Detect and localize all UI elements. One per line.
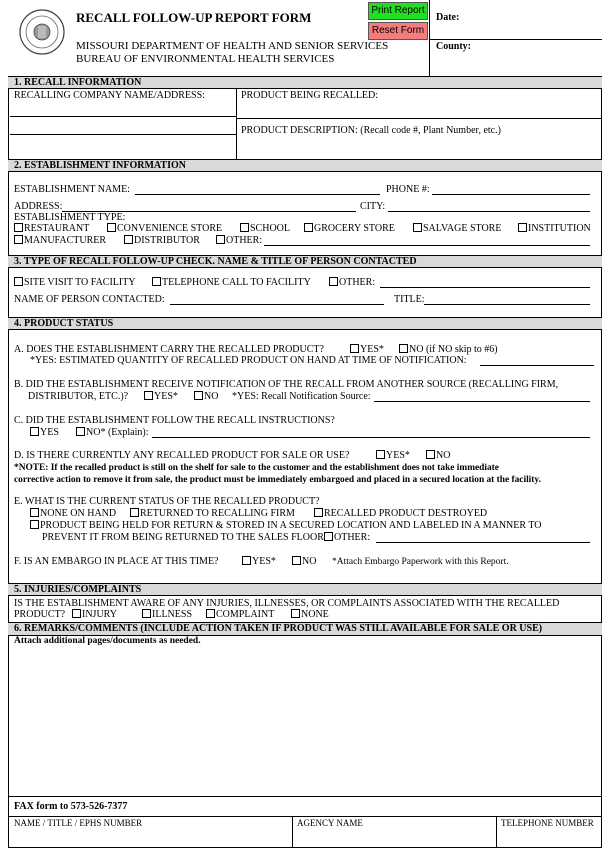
e-returned-label: RETURNED TO RECALLING FIRM <box>140 508 295 519</box>
d-no-option[interactable] <box>426 450 450 462</box>
print-report-button[interactable]: Print Report <box>368 2 428 20</box>
b-no-label: NO <box>204 391 219 402</box>
b-source-field[interactable] <box>374 401 590 402</box>
type-other-field[interactable] <box>264 245 590 246</box>
phone-field[interactable] <box>432 194 590 195</box>
e-other-field[interactable] <box>376 542 590 543</box>
a-quantity-label: *YES: ESTIMATED QUANTITY OF RECALLED PRODUCT ON HAND AT TIME OF NOTIFICATION: <box>30 355 467 366</box>
e-other-label: OTHER: <box>334 532 371 543</box>
section-3-header: 3. TYPE OF RECALL FOLLOW-UP CHECK. NAME & TITLE OF PERSON CONTACTED <box>8 255 602 268</box>
footer-divider-top <box>8 796 602 797</box>
type-restaurant-option[interactable] <box>14 223 89 235</box>
followup-other-label: OTHER: <box>339 277 376 288</box>
illness-checkbox[interactable] <box>142 609 151 618</box>
establishment-name-field[interactable] <box>135 194 380 195</box>
f-yes-checkbox[interactable] <box>242 556 251 565</box>
question-b-line-2: DISTRIBUTOR, ETC.)? <box>28 391 129 402</box>
e-held-label-2: PREVENT IT FROM BEING RETURNED TO THE SALES FLOOR <box>42 532 324 543</box>
question-c: C. DID THE ESTABLISHMENT FOLLOW THE RECALL INSTRUCTIONS? <box>14 415 335 426</box>
telephone-number-label: TELEPHONE NUMBER <box>501 818 594 828</box>
address-label: ADDRESS: <box>14 201 63 212</box>
b-yes-option[interactable] <box>144 391 178 403</box>
a-no-label: NO (if NO skip to #6) <box>409 344 498 355</box>
phone-label: PHONE #: <box>386 184 430 195</box>
date-field[interactable] <box>430 39 602 40</box>
e-other-checkbox[interactable] <box>324 532 333 541</box>
none-label: NONE <box>301 609 329 620</box>
telephone-call-option[interactable] <box>152 277 311 289</box>
section-4-header: 4. PRODUCT STATUS <box>8 317 602 330</box>
b-no-checkbox[interactable] <box>194 391 203 400</box>
b-source-label: *YES: Recall Notification Source: <box>232 391 371 402</box>
city-field[interactable] <box>388 211 590 212</box>
complaint-option[interactable] <box>206 609 274 621</box>
type-other-checkbox[interactable] <box>216 235 225 244</box>
followup-other-field[interactable] <box>380 287 590 288</box>
question-b-line-1: B. DID THE ESTABLISHMENT RECEIVE NOTIFICATION OF THE RECALL FROM ANOTHER SOURCE (RECALLING FIRM, <box>14 379 559 390</box>
school-label: SCHOOL <box>250 223 291 234</box>
illness-label: ILLNESS <box>152 609 192 620</box>
e-destroyed-checkbox[interactable] <box>314 508 323 517</box>
product-recalled-field[interactable] <box>237 118 601 119</box>
manufacturer-checkbox[interactable] <box>14 235 23 244</box>
question-f: F. IS AN EMBARGO IN PLACE AT THIS TIME? <box>14 556 219 567</box>
distributor-label: DISTRIBUTOR <box>134 235 200 246</box>
date-label: Date: <box>436 12 460 23</box>
e-destroyed-option[interactable] <box>314 508 487 520</box>
followup-other-checkbox[interactable] <box>329 277 338 286</box>
convenience-store-checkbox[interactable] <box>107 223 116 232</box>
type-manufacturer-option[interactable] <box>14 235 106 247</box>
c-explain-field[interactable] <box>152 437 590 438</box>
grocery-store-label: GROCERY STORE <box>314 223 395 234</box>
type-other-option[interactable] <box>216 235 262 247</box>
form-title: RECALL FOLLOW-UP REPORT FORM <box>76 10 312 25</box>
type-distributor-option[interactable] <box>124 235 200 247</box>
institution-label: INSTITUTION <box>528 223 591 234</box>
e-held-label-1: PRODUCT BEING HELD FOR RETURN & STORED IN A SECURED LOCATION AND LABELED IN A MANNER TO <box>40 520 542 531</box>
e-returned-option[interactable] <box>130 508 295 520</box>
injury-checkbox[interactable] <box>72 609 81 618</box>
none-checkbox[interactable] <box>291 609 300 618</box>
reset-form-button[interactable]: Reset Form <box>368 22 428 40</box>
d-note-line-1: *NOTE: If the recalled product is still on the shelf for sale to the customer and the establishment does not take immediate <box>14 463 499 473</box>
bureau-name: BUREAU OF ENVIRONMENTAL HEALTH SERVICES <box>76 53 335 65</box>
type-other-label: OTHER: <box>226 235 263 246</box>
f-no-checkbox[interactable] <box>292 556 301 565</box>
e-other-option[interactable] <box>324 532 370 544</box>
d-yes-label: YES* <box>386 450 410 461</box>
question-a: A. DOES THE ESTABLISHMENT CARRY THE RECALLED PRODUCT? <box>14 344 324 355</box>
section-5-header: 5. INJURIES/COMPLAINTS <box>8 583 602 596</box>
person-title-field[interactable] <box>424 304 590 305</box>
product-recalled-label: PRODUCT BEING RECALLED: <box>241 90 379 101</box>
establishment-type-label: ESTABLISHMENT TYPE: <box>14 212 126 223</box>
c-yes-label: YES <box>40 427 59 438</box>
injuries-question-line-2: PRODUCT? <box>14 609 66 620</box>
section-2-header: 2. ESTABLISHMENT INFORMATION <box>8 159 602 172</box>
injury-label: INJURY <box>82 609 118 620</box>
b-yes-checkbox[interactable] <box>144 391 153 400</box>
type-institution-option[interactable] <box>518 223 591 235</box>
salvage-store-checkbox[interactable] <box>413 223 422 232</box>
none-option[interactable] <box>291 609 329 621</box>
e-destroyed-label: RECALLED PRODUCT DESTROYED <box>324 508 488 519</box>
f-note: *Attach Embargo Paperwork with this Report. <box>332 557 509 567</box>
restaurant-label: RESTAURANT <box>24 223 90 234</box>
d-no-label: NO <box>436 450 451 461</box>
agency-name-field[interactable] <box>293 830 495 847</box>
agency-name-label: AGENCY NAME <box>297 818 363 828</box>
county-label: County: <box>436 41 472 52</box>
date-county-divider <box>429 0 430 76</box>
f-no-label: NO <box>302 556 317 567</box>
c-no-checkbox[interactable] <box>76 427 85 436</box>
product-description-label: PRODUCT DESCRIPTION: (Recall code #, Plant Number, etc.) <box>241 125 501 136</box>
telephone-call-label: TELEPHONE CALL TO FACILITY <box>162 277 311 288</box>
fax-number: FAX form to 573-526-7377 <box>14 801 128 812</box>
person-contacted-field[interactable] <box>170 304 384 305</box>
c-yes-option[interactable] <box>30 427 59 439</box>
a-yes-checkbox[interactable] <box>350 344 359 353</box>
establishment-name-label: ESTABLISHMENT NAME: <box>14 184 130 195</box>
d-no-checkbox[interactable] <box>426 450 435 459</box>
recalling-company-line-2[interactable] <box>10 134 236 135</box>
site-visit-checkbox[interactable] <box>14 277 23 286</box>
restaurant-checkbox[interactable] <box>14 223 23 232</box>
d-note-line-2: corrective action to remove it from sale, the product must be immediately embargoed and placed in a secured location at the facility. <box>14 475 541 485</box>
complaint-checkbox[interactable] <box>206 609 215 618</box>
e-returned-checkbox[interactable] <box>130 508 139 517</box>
type-convenience-option[interactable] <box>107 223 222 235</box>
d-yes-option[interactable] <box>376 450 410 462</box>
type-grocery-option[interactable] <box>304 223 395 235</box>
illness-option[interactable] <box>142 609 192 621</box>
injuries-question-line-1: IS THE ESTABLISHMENT AWARE OF ANY INJURIES, ILLNESSES, OR COMPLAINTS ASSOCIATED WITH THE RECALLED <box>14 598 560 609</box>
e-none-option[interactable] <box>30 508 116 520</box>
followup-other-option[interactable] <box>329 277 375 289</box>
site-visit-option[interactable] <box>14 277 136 289</box>
a-yes-label: YES* <box>360 344 384 355</box>
c-yes-checkbox[interactable] <box>30 427 39 436</box>
department-name: MISSOURI DEPARTMENT OF HEALTH AND SENIOR SERVICES <box>76 40 389 52</box>
grocery-store-checkbox[interactable] <box>304 223 313 232</box>
salvage-store-label: SALVAGE STORE <box>423 223 502 234</box>
a-quantity-field[interactable] <box>480 365 594 366</box>
e-none-checkbox[interactable] <box>30 508 39 517</box>
injury-option[interactable] <box>72 609 117 621</box>
distributor-checkbox[interactable] <box>124 235 133 244</box>
city-label: CITY: <box>360 201 386 212</box>
manufacturer-label: MANUFACTURER <box>24 235 107 246</box>
convenience-store-label: CONVENIENCE STORE <box>117 223 223 234</box>
c-no-option[interactable] <box>76 427 149 439</box>
section-6-header: 6. REMARKS/COMMENTS (INCLUDE ACTION TAKEN IF PRODUCT WAS STILL AVAILABLE FOR SALE OR USE) <box>8 622 602 636</box>
remarks-area[interactable] <box>9 648 601 796</box>
d-yes-checkbox[interactable] <box>376 450 385 459</box>
a-no-checkbox[interactable] <box>399 344 408 353</box>
complaint-label: COMPLAINT <box>216 609 275 620</box>
question-d: D. IS THERE CURRENTLY ANY RECALLED PRODUCT FOR SALE OR USE? <box>14 450 350 461</box>
f-yes-label: YES* <box>252 556 276 567</box>
e-held-checkbox[interactable] <box>30 520 39 529</box>
f-yes-option[interactable] <box>242 556 276 568</box>
b-yes-label: YES* <box>154 391 178 402</box>
f-no-option[interactable] <box>292 556 316 568</box>
attach-note: Attach additional pages/documents as needed. <box>14 636 201 646</box>
telephone-call-checkbox[interactable] <box>152 277 161 286</box>
recalling-company-label: RECALLING COMPANY NAME/ADDRESS: <box>14 90 205 101</box>
e-none-label: NONE ON HAND <box>40 508 117 519</box>
state-seal-logo <box>18 8 66 56</box>
name-title-label: NAME / TITLE / EPHS NUMBER <box>14 818 143 828</box>
c-no-label: NO* (Explain): <box>86 427 149 438</box>
telephone-number-field[interactable] <box>497 830 601 847</box>
b-no-option[interactable] <box>194 391 218 403</box>
section-1-divider <box>236 89 237 159</box>
name-title-field[interactable] <box>9 830 291 847</box>
question-e: E. WHAT IS THE CURRENT STATUS OF THE RECALLED PRODUCT? <box>14 496 320 507</box>
recalling-company-line-1[interactable] <box>10 116 236 117</box>
institution-checkbox[interactable] <box>518 223 527 232</box>
e-held-option[interactable] <box>30 520 542 532</box>
person-title-label: TITLE: <box>394 294 425 305</box>
person-contacted-label: NAME OF PERSON CONTACTED: <box>14 294 165 305</box>
type-salvage-option[interactable] <box>413 223 501 235</box>
type-school-option[interactable] <box>240 223 290 235</box>
school-checkbox[interactable] <box>240 223 249 232</box>
site-visit-label: SITE VISIT TO FACILITY <box>24 277 136 288</box>
section-1-header: 1. RECALL INFORMATION <box>8 76 602 89</box>
